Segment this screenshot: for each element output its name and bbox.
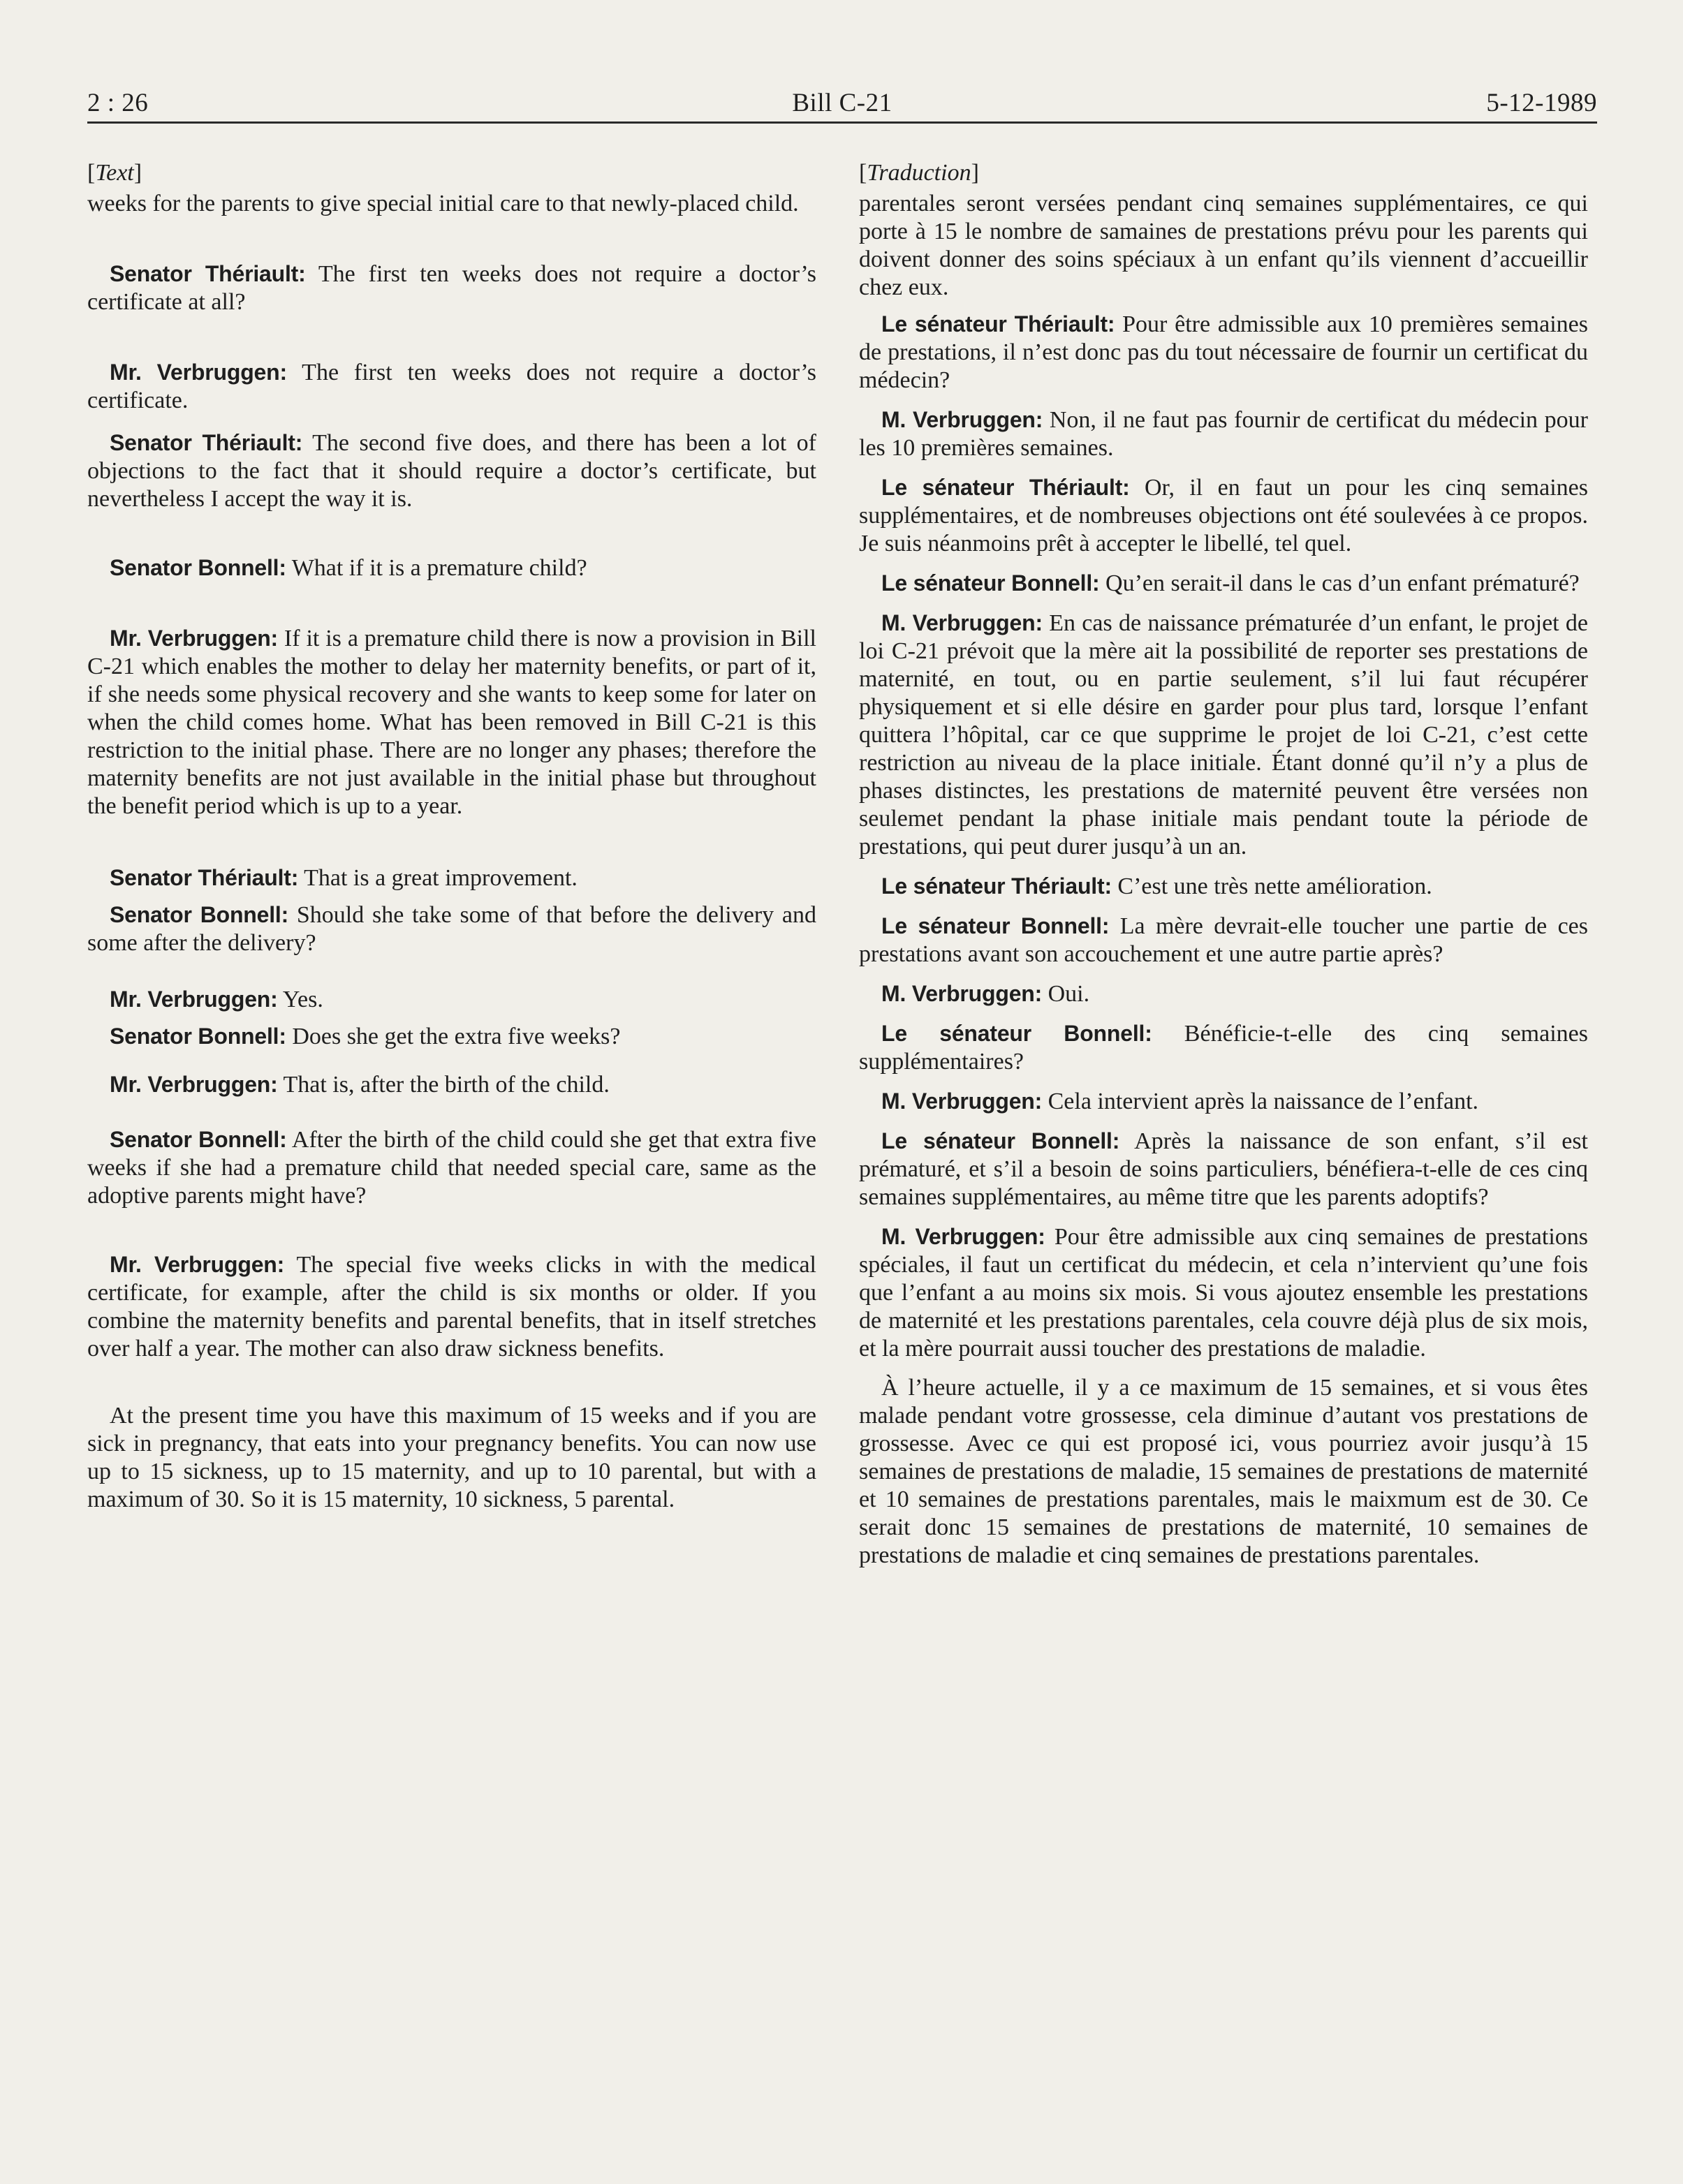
paragraph: À l’heure actuelle, il y a ce maximum de 15 semaines, et si vous êtes malade pendant votre grossesse, cela diminue d’autant vos prestations de grossesse. Avec ce qui est proposé ici, vous pourriez avoir jusqu’à 15 semaines de prestations de maladie, 15 semaines de prestations de maternité et 10 semaines de prestations parentales, mais le maixmum est de 30. Ce serait donc 15 semaines de prestations de maternité, 10 semaines de prestations de maladie et cinq semaines de prestations parentales. [859, 1375, 1588, 1568]
paragraph: Mr. Verbruggen: The special five weeks clicks in with the medical certificate, for example, after the child is six months or older. If you combine the maternity benefits and parental benefits, that in itself stretches over half a year. The mother can also draw sickness benefits. [87, 1252, 816, 1362]
page-number: 2 : 26 [87, 89, 149, 117]
speaker-label: Le sénateur Thériault: [881, 873, 1112, 899]
paragraph: Le sénateur Bonnell: La mère devrait-elle toucher une partie de ces prestations avant son accouchement et une autre partie après? [859, 913, 1588, 967]
english-column [87, 159, 816, 1514]
speaker-label: Le sénateur Thériault: [881, 475, 1130, 500]
speaker-label: M. Verbruggen: [881, 1224, 1045, 1249]
paragraph: parentales seront versées pendant cinq semaines supplémentaires, ce qui porte à 15 le nombre de samaines de prestations prévu pour les parents qui doivent donner des soins spéciaux à un enfant qu’ils viennent d’accueillir chez eux. [859, 191, 1588, 300]
paragraph: Mr. Verbruggen: If it is a premature child there is now a provision in Bill C-21 which enables the mother to delay her maternity benefits, or part of it, if she needs some physical recovery and she wants to keep some for later on when the child comes home. What has been removed in Bill C-21 is this restriction to the initial phase. There are no longer any phases; therefore the maternity benefits are not just available in the initial phase but throughout the benefit period which is up to a year. [87, 626, 816, 819]
speaker-label: Senator Thériault: [110, 430, 303, 455]
speaker-label: M. Verbruggen: [881, 610, 1043, 635]
paragraph: Senator Bonnell: After the birth of the child could she get that extra five weeks if she had a premature child that needed special care, same as the adoptive parents might have? [87, 1127, 816, 1209]
speaker-label: Mr. Verbruggen: [110, 1252, 285, 1277]
speaker-label: Le sénateur Bonnell: [881, 570, 1100, 596]
speaker-label: M. Verbruggen: [881, 1089, 1043, 1114]
paragraph: Senator Bonnell: Does she get the extra five weeks? [110, 1024, 621, 1049]
paragraph: Le sénateur Thériault: C’est une très nette amélioration. [881, 873, 1432, 899]
speaker-label: Senator Bonnell: [110, 1024, 286, 1049]
paragraph: M. Verbruggen: Oui. [881, 981, 1090, 1007]
speaker-label: Mr. Verbruggen: [110, 360, 287, 385]
paragraph: M. Verbruggen: Cela intervient après la naissance de l’enfant. [881, 1089, 1479, 1114]
speaker-label: Senator Thériault: [110, 865, 299, 890]
speaker-label: Senator Bonnell: [110, 1127, 287, 1152]
paragraph: M. Verbruggen: En cas de naissance prématurée d’un enfant, le projet de loi C-21 prévoit que la mère ait la possibilité de reporter ses prestations de maternité, en tout, ou en partie seulement, s’il lui faut récupérer physiquement et si elle désire en garder pour plus tard, lorsque l’enfant quittera l’hôpital, car ce que supprime le projet de loi C-21, c’est cette restriction au niveau de la place initiale. Étant donné qu’il n’y a plus de phases distinctes, les prestations de maternité peuvent être versées non seulemet pendant la phase initiale mais pendant toute la période de prestations, qui peut durer jusqu’à un an. [859, 610, 1588, 859]
page-header [87, 82, 1597, 124]
speaker-label: M. Verbruggen: [881, 981, 1043, 1006]
speaker-label: Senator Bonnell: [110, 555, 286, 580]
paragraph: Le sénateur Bonnell: Après la naissance de son enfant, s’il est prématuré, et s’il a besoin de soins particuliers, bénéfiera-t-elle de ces cinq semaines supplémentaires, au même titre que les parents adoptifs? [859, 1128, 1588, 1210]
speaker-label: Mr. Verbruggen: [110, 1072, 278, 1097]
paragraph: Senator Bonnell: What if it is a premature child? [110, 555, 587, 581]
paragraph: Mr. Verbruggen: Yes. [110, 987, 323, 1012]
speaker-label: Le sénateur Bonnell: [881, 1128, 1120, 1153]
paragraph: At the present time you have this maximum of 15 weeks and if you are sick in pregnancy, that eats into your pregnancy benefits. You can now use up to 15 sickness, up to 15 maternity, and up to 10 parental, but with a maximum of 30. So it is 15 maternity, 10 sickness, 5 parental. [87, 1403, 816, 1512]
paragraph: Senator Thériault: The first ten weeks does not require a doctor’s certificate at all? [87, 261, 817, 315]
paragraph: Le sénateur Thériault: Or, il en faut un pour les cinq semaines supplémentaires, et de nombreuses objections ont été soulevées à ce propos. Je suis néanmoins prêt à accepter le libellé, tel quel. [859, 475, 1588, 556]
paragraph: Mr. Verbruggen: The first ten weeks does not require a doctor’s certificate. [87, 360, 816, 413]
paragraph: Le sénateur Bonnell: Bénéficie-t-elle des cinq semaines supplémentaires? [859, 1021, 1588, 1075]
speaker-label: Mr. Verbruggen: [110, 626, 278, 651]
paragraph: Senator Bonnell: Should she take some of that before the delivery and some after the delivery? [87, 902, 816, 956]
speaker-label: Senator Thériault: [110, 261, 306, 286]
paragraph: Le sénateur Bonnell: Qu’en serait-il dans le cas d’un enfant prématuré? [881, 570, 1580, 596]
speaker-label: Mr. Verbruggen: [110, 987, 278, 1012]
speaker-label: Le sénateur Bonnell: [881, 913, 1110, 938]
paragraph: Mr. Verbruggen: That is, after the birth of the child. [110, 1072, 610, 1098]
paragraph: Senator Thériault: The second five does, and there has been a lot of objections to the fact that it should require a doctor’s certificate, but nevertheless I accept the way it is. [87, 430, 816, 512]
paragraph: Le sénateur Thériault: Pour être admissible aux 10 premières semaines de prestations, il n’est donc pas du tout nécessaire de fournir un certificat du médecin? [859, 311, 1588, 393]
paragraph: weeks for the parents to give special initial care to that newly-placed child. [87, 191, 799, 216]
running-title: Bill C-21 [792, 89, 892, 117]
paragraph: M. Verbruggen: Pour être admissible aux cinq semaines de prestations spéciales, il faut un certificat du médecin, et cela n’intervient qu’une fois que l’enfant a au moins six mois. Si vous ajoutez ensemble les prestations de maternité et les prestations parentales, cela couvre déjà plus de six mois, et la mère pourrait aussi toucher des prestations de maladie. [859, 1224, 1588, 1362]
speaker-label: Le sénateur Bonnell: [881, 1021, 1152, 1046]
page-date: 5-12-1989 [1486, 89, 1597, 117]
paragraph: M. Verbruggen: Non, il ne faut pas fournir de certificat du médecin pour les 10 premières semaines. [859, 407, 1588, 461]
column-heading-traduction: [ Traduction ] [859, 159, 1588, 190]
speaker-label: Le sénateur Thériault: [881, 311, 1115, 337]
speaker-label: Senator Bonnell: [110, 902, 289, 927]
french-column [859, 159, 1588, 1570]
paragraph: Senator Thériault: That is a great improvement. [110, 865, 578, 891]
speaker-label: M. Verbruggen: [881, 407, 1043, 432]
column-heading-text: [ Text ] [87, 159, 816, 190]
